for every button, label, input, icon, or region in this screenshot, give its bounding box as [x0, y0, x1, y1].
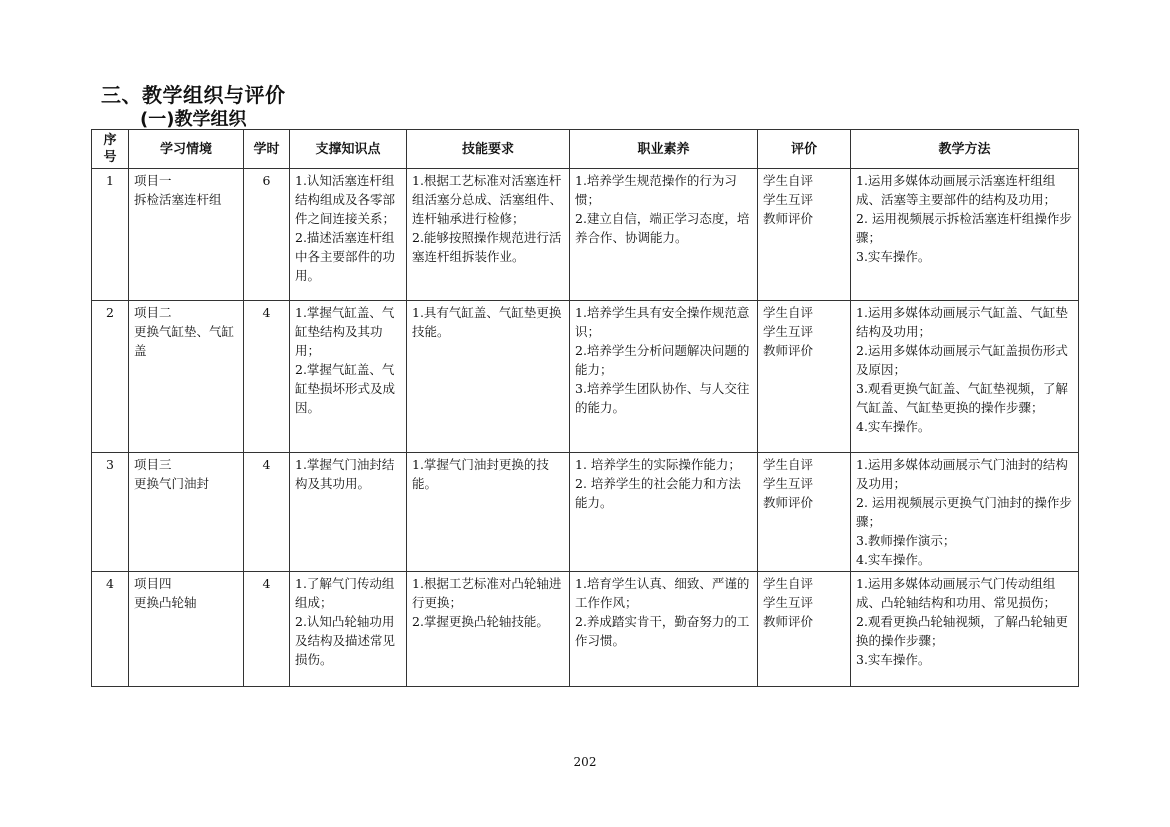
- cell-context: 项目三 更换气门油封: [129, 453, 244, 572]
- cell-skills: 1.根据工艺标准对活塞连杆组活塞分总成、活塞组件、连杆轴承进行检修； 2.能够按照操作规范进行活塞连杆组拆装作业。: [407, 169, 570, 301]
- cell-evaluation: 学生自评 学生互评 教师评价: [758, 453, 851, 572]
- header-methods: 教学方法: [851, 130, 1079, 169]
- cell-context: 项目四 更换凸轮轴: [129, 572, 244, 687]
- table-row: [92, 169, 1079, 301]
- table-header-row: [92, 130, 1079, 169]
- cell-skills: 1.根据工艺标准对凸轮轴进行更换； 2.掌握更换凸轮轴技能。: [407, 572, 570, 687]
- cell-quality: 1. 培养学生的实际操作能力； 2. 培养学生的社会能力和方法能力。: [570, 453, 758, 572]
- cell-hours: 4: [244, 453, 290, 572]
- table-row: [92, 453, 1079, 572]
- cell-hours: 4: [244, 572, 290, 687]
- cell-knowledge: 1.认知活塞连杆组结构组成及各零部件之间连接关系； 2.描述活塞连杆组中各主要部件的功用。: [290, 169, 407, 301]
- header-hours: 学时: [244, 130, 290, 169]
- cell-context: 项目一 拆检活塞连杆组: [129, 169, 244, 301]
- cell-knowledge: 1.了解气门传动组组成； 2.认知凸轮轴功用及结构及描述常见损伤。: [290, 572, 407, 687]
- cell-hours: 4: [244, 301, 290, 453]
- header-skills: 技能要求: [407, 130, 570, 169]
- header-knowledge: 支撑知识点: [290, 130, 407, 169]
- cell-evaluation: 学生自评 学生互评 教师评价: [758, 169, 851, 301]
- cell-evaluation: 学生自评 学生互评 教师评价: [758, 301, 851, 453]
- cell-methods: 1.运用多媒体动画展示气缸盖、气缸垫结构及功用； 2.运用多媒体动画展示气缸盖损伤形式及原因； 3.观看更换气缸盖、气缸垫视频，了解气缸盖、气缸垫更换的操作步骤； 4.实车操作。: [851, 301, 1079, 453]
- table-row: [92, 572, 1079, 687]
- cell-methods: 1.运用多媒体动画展示气门油封的结构及功用； 2. 运用视频展示更换气门油封的操作步骤； 3.教师操作演示； 4.实车操作。: [851, 453, 1079, 572]
- cell-quality: 1.培养学生具有安全操作规范意识； 2.培养学生分析问题解决问题的能力； 3.培养学生团队协作、与人交往的能力。: [570, 301, 758, 453]
- page-number: 202: [573, 755, 597, 769]
- table-row: [92, 301, 1079, 453]
- cell-index: 1: [92, 169, 129, 301]
- cell-evaluation: 学生自评 学生互评 教师评价: [758, 572, 851, 687]
- teaching-organization-table: [91, 129, 1079, 687]
- cell-index: 3: [92, 453, 129, 572]
- cell-index: 2: [92, 301, 129, 453]
- cell-methods: 1.运用多媒体动画展示气门传动组组成、凸轮轴结构和功用、常见损伤； 2.观看更换凸轮轴视频，了解凸轮轴更换的操作步骤； 3.实车操作。: [851, 572, 1079, 687]
- cell-knowledge: 1.掌握气缸盖、气缸垫结构及其功用； 2.掌握气缸盖、气缸垫损坏形式及成因。: [290, 301, 407, 453]
- subsection-title: (一)教学组织: [140, 109, 247, 130]
- cell-index: 4: [92, 572, 129, 687]
- cell-context: 项目二 更换气缸垫、气缸盖: [129, 301, 244, 453]
- header-index: 序 号: [92, 130, 129, 169]
- header-quality: 职业素养: [570, 130, 758, 169]
- cell-knowledge: 1.掌握气门油封结构及其功用。: [290, 453, 407, 572]
- header-evaluation: 评价: [758, 130, 851, 169]
- cell-hours: 6: [244, 169, 290, 301]
- header-context: 学习情境: [129, 130, 244, 169]
- cell-quality: 1.培养学生规范操作的行为习惯； 2.建立自信，端正学习态度，培养合作、协调能力。: [570, 169, 758, 301]
- cell-skills: 1.具有气缸盖、气缸垫更换技能。: [407, 301, 570, 453]
- cell-skills: 1.掌握气门油封更换的技能。: [407, 453, 570, 572]
- cell-quality: 1.培育学生认真、细致、严谨的工作作风； 2.养成踏实肯干，勤奋努力的工作习惯。: [570, 572, 758, 687]
- section-title: 三、教学组织与评价: [101, 83, 286, 107]
- cell-methods: 1.运用多媒体动画展示活塞连杆组组成、活塞等主要部件的结构及功用； 2. 运用视频展示拆检活塞连杆组操作步骤； 3.实车操作。: [851, 169, 1079, 301]
